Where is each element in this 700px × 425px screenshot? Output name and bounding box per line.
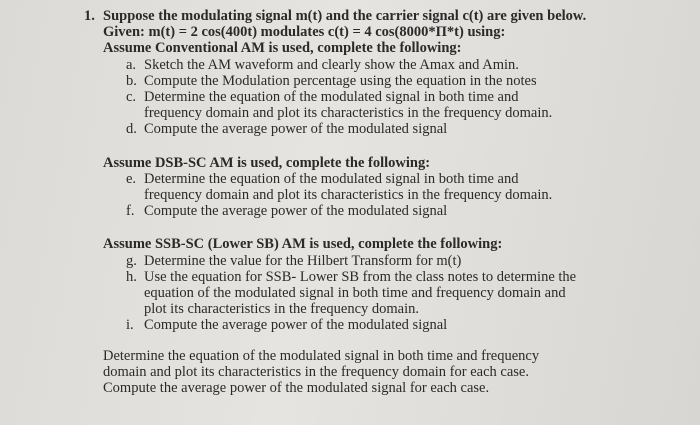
item-text: Determine the value for the Hilbert Transform for m(t) — [144, 252, 462, 269]
item-marker: h. — [126, 268, 137, 285]
question-number: 1. — [84, 8, 95, 24]
item-text: equation of the modulated signal in both time and frequency domain and — [144, 285, 566, 302]
item-marker: g. — [126, 252, 137, 269]
section-heading-dsb-sc: Assume DSB-SC AM is used, complete the following: — [103, 154, 431, 171]
list-item-h — [103, 269, 663, 318]
closing-line-2: domain and plot its characteristics in the frequency domain for each case. — [103, 363, 529, 380]
list-item-g — [103, 253, 663, 269]
question-body — [103, 8, 663, 396]
list-item-a — [103, 57, 663, 73]
item-marker: b. — [126, 72, 137, 89]
closing-line-3: Compute the average power of the modulated signal for each case. — [103, 380, 490, 397]
item-text: Compute the Modulation percentage using the equation in the notes — [144, 72, 537, 89]
item-text: plot its characteristics in the frequency domain. — [144, 301, 420, 318]
item-text: Compute the average power of the modulated signal — [144, 317, 448, 334]
item-marker: c. — [126, 89, 137, 106]
item-text: frequency domain and plot its characteristics in the frequency domain. — [144, 105, 553, 122]
item-marker: e. — [126, 170, 137, 187]
list-item-e — [103, 171, 663, 203]
item-marker: a. — [126, 56, 137, 73]
item-text: Sketch the AM waveform and clearly show the Amax and Amin. — [144, 56, 519, 73]
item-text: Compute the average power of the modulated signal — [144, 121, 448, 138]
item-marker: i. — [126, 317, 134, 334]
section-heading-conventional-am: Assume Conventional AM is used, complete the following: — [103, 40, 462, 57]
list-item-d — [103, 121, 663, 137]
item-text: Determine the equation of the modulated signal in both time and — [144, 170, 519, 187]
item-text: Determine the equation of the modulated signal in both time and — [144, 89, 519, 106]
list-item-b — [103, 73, 663, 89]
item-text: Use the equation for SSB- Lower SB from the class notes to determine the — [144, 268, 577, 285]
list-item-c — [103, 89, 663, 121]
list-item-f — [103, 203, 663, 219]
item-marker: d. — [126, 121, 137, 138]
closing-line-1: Determine the equation of the modulated signal in both time and frequency — [103, 347, 540, 364]
intro-line-2: Given: m(t) = 2 cos(400t) modulates c(t) = 4 cos(8000*Π*t) using: — [103, 24, 506, 41]
item-marker: f. — [126, 203, 135, 220]
item-text: Compute the average power of the modulated signal — [144, 203, 448, 220]
item-text: frequency domain and plot its characteristics in the frequency domain. — [144, 187, 553, 204]
question-1 — [84, 8, 663, 396]
section-heading-ssb-sc: Assume SSB-SC (Lower SB) AM is used, complete the following: — [103, 236, 503, 253]
intro-line-1: Suppose the modulating signal m(t) and the carrier signal c(t) are given below. — [103, 8, 587, 24]
list-item-i — [103, 317, 663, 333]
